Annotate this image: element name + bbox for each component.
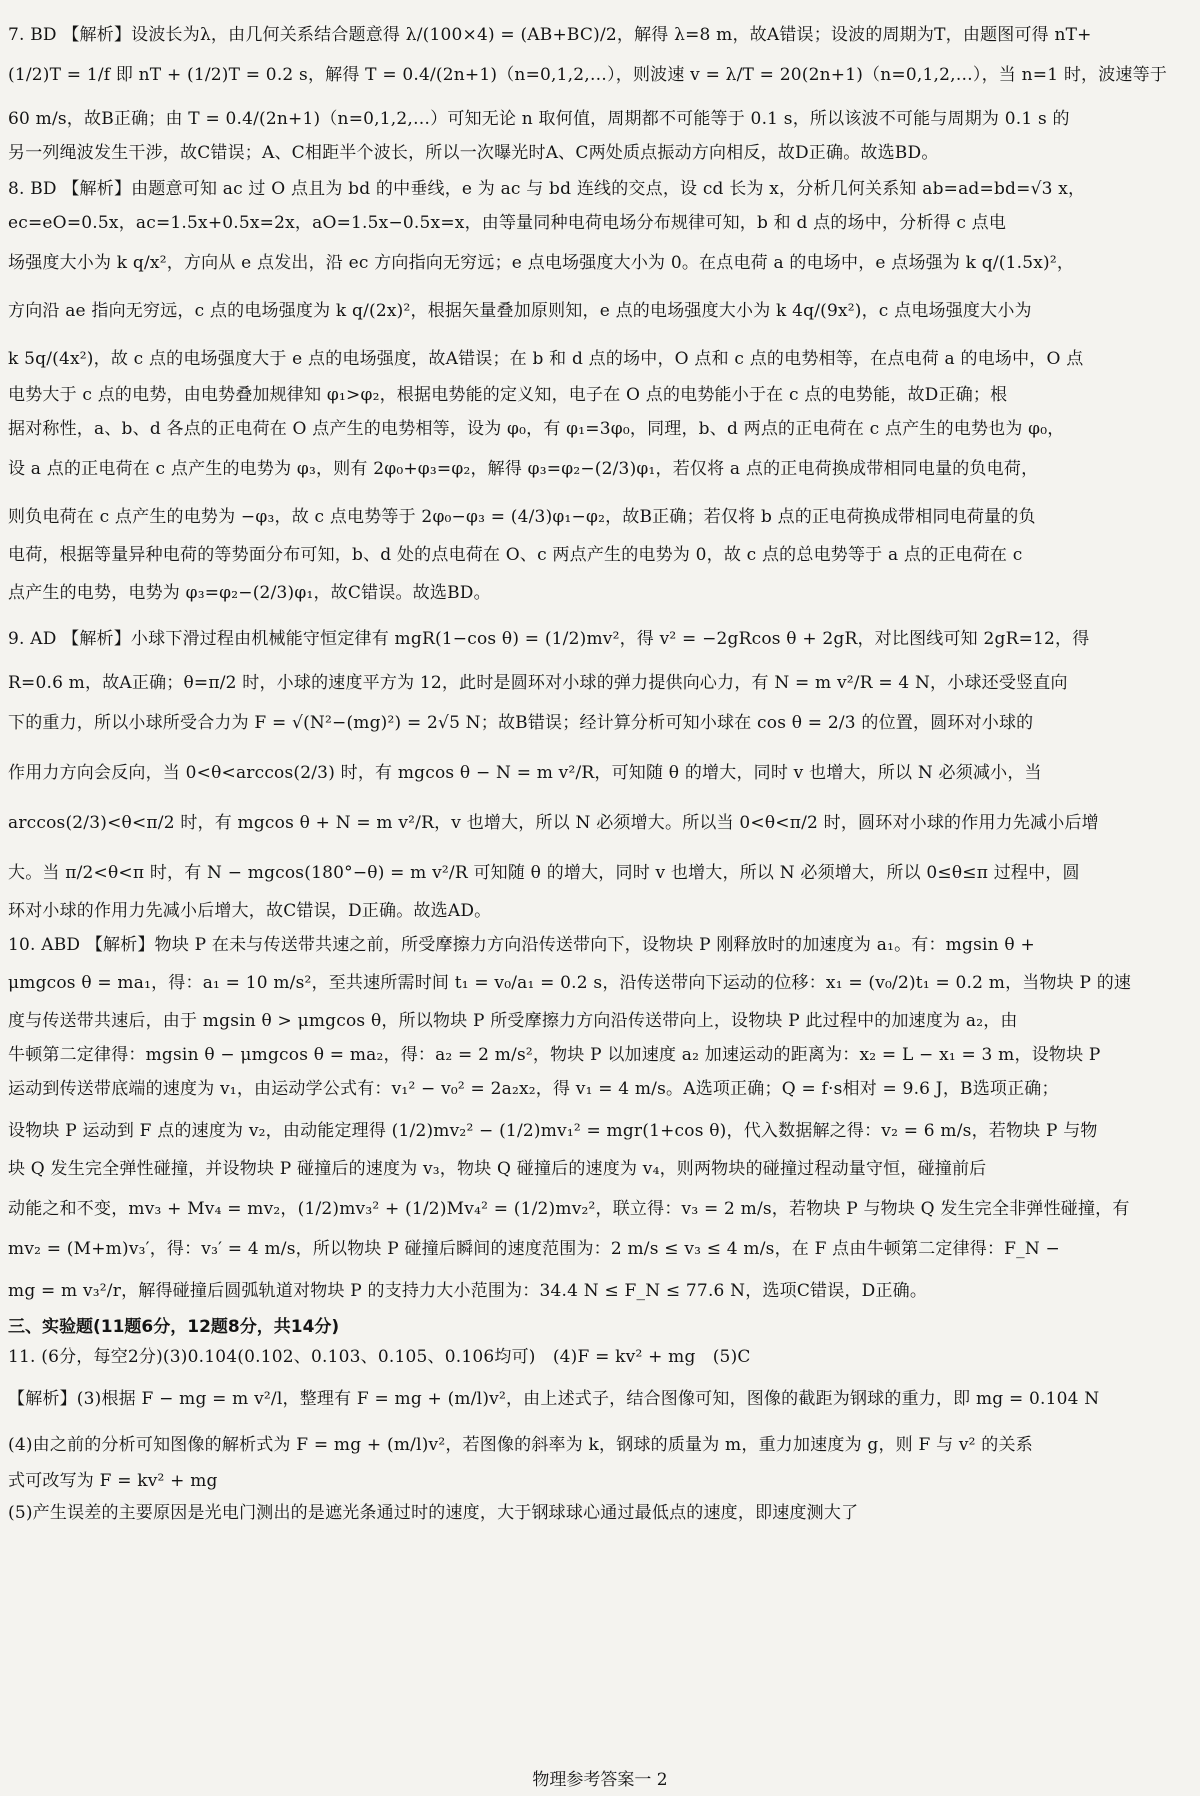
answer-line: 10. ABD 【解析】物块 P 在未与传送带共速之前，所受摩擦力方向沿传送带向下，设物块 P 刚释放时的加速度为 a₁。有：mgsin θ + bbox=[8, 935, 1035, 955]
answer-line: 作用力方向会反向，当 0<θ<arccos(2/3) 时，有 mgcos θ − N = m v²/R，可知随 θ 的增大，同时 v 也增大，所以 N 必须减小，当 bbox=[8, 763, 1042, 783]
answer-line: 则负电荷在 c 点产生的电势为 −φ₃，故 c 点电势等于 2φ₀−φ₃ = (4/3)φ₁−φ₂，故B正确；若仅将 b 点的正电荷换成带相同电荷量的负 bbox=[8, 507, 1036, 527]
answer-q7 bbox=[8, 24, 1190, 164]
answer-q8 bbox=[8, 178, 1190, 604]
answer-line: 电势大于 c 点的电势，由电势叠加规律知 φ₁>φ₂，根据电势能的定义知，电子在 O 点的电势能小于在 c 点的电势能，故D正确；根 bbox=[8, 385, 1008, 405]
answer-line: 大。当 π/2<θ<π 时，有 N − mgcos(180°−θ) = m v²/R 可知随 θ 的增大，同时 v 也增大，所以 N 必须增大，所以 0≤θ≤π 过程中，圆 bbox=[8, 863, 1080, 883]
answer-line: arccos(2/3)<θ<π/2 时，有 mgcos θ + N = m v²/R，v 也增大，所以 N 必须增大。所以当 0<θ<π/2 时，圆环对小球的作用力先减小后增 bbox=[8, 813, 1099, 833]
answer-line: (1/2)T = 1/f 即 nT + (1/2)T = 0.2 s，解得 T = 0.4/(2n+1)（n=0,1,2,…），则波速 v = λ/T = 20(2n+1)（n=0,1,2,…），当 n=1 时，波速等于 bbox=[8, 65, 1168, 85]
answer-line: 7. BD 【解析】设波长为λ，由几何关系结合题意得 λ/(100×4) = (AB+BC)/2，解得 λ=8 m，故A错误；设波的周期为T，由题图可得 nT+ bbox=[8, 25, 1092, 45]
answer-q10 bbox=[8, 934, 1190, 1302]
answer-q11 bbox=[8, 1346, 1190, 1524]
answer-line: 式可改写为 F = kv² + mg bbox=[8, 1471, 218, 1491]
answer-line: 下的重力，所以小球所受合力为 F = √(N²−(mg)²) = 2√5 N；故B错误；经计算分析可知小球在 cos θ = 2/3 的位置，圆环对小球的 bbox=[8, 713, 1034, 733]
section-heading: 三、实验题(11题6分，12题8分，共14分) bbox=[8, 1317, 340, 1337]
answer-line: 运动到传送带底端的速度为 v₁，由运动学公式有：v₁² − v₀² = 2a₂x₂，得 v₁ = 4 m/s。A选项正确；Q = f·s相对 = 9.6 J，B选项正确； bbox=[8, 1079, 1059, 1099]
answer-line: 场强度大小为 k q/x²，方向从 e 点发出，沿 ec 方向指向无穷远；e 点电场强度大小为 0。在点电荷 a 的电场中，e 点场强为 k q/(1.5x)²， bbox=[8, 253, 1075, 273]
answer-line: 9. AD 【解析】小球下滑过程由机械能守恒定律有 mgR(1−cos θ) = (1/2)mv²，得 v² = −2gRcos θ + 2gR，对比图线可知 2gR=12，得 bbox=[8, 629, 1090, 649]
answer-line: mv₂ = (M+m)v₃′，得：v₃′ = 4 m/s，所以物块 P 碰撞后瞬间的速度范围为：2 m/s ≤ v₃ ≤ 4 m/s，在 F 点由牛顿第二定律得：F_N − bbox=[8, 1239, 1060, 1259]
answer-line: 另一列绳波发生干涉，故C错误；A、C相距半个波长，所以一次曝光时A、C两处质点振动方向相反，故D正确。故选BD。 bbox=[8, 143, 939, 163]
answer-line: 设物块 P 运动到 F 点的速度为 v₂，由动能定理得 (1/2)mv₂² − (1/2)mv₁² = mgr(1+cos θ)，代入数据解之得：v₂ = 6 m/s，若物块 P 与物 bbox=[8, 1121, 1098, 1141]
answer-line: 方向沿 ae 指向无穷远，c 点的电场强度为 k q/(2x)²，根据矢量叠加原则知，e 点的电场强度大小为 k 4q/(9x²)，c 点电场强度大小为 bbox=[8, 301, 1032, 321]
answer-line: 点产生的电势，电势为 φ₃=φ₂−(2/3)φ₁，故C错误。故选BD。 bbox=[8, 583, 491, 603]
answer-line: ec=eO=0.5x，ac=1.5x+0.5x=2x，aO=1.5x−0.5x=x，由等量同种电荷电场分布规律可知，b 和 d 点的场中，分析得 c 点电 bbox=[8, 213, 1007, 233]
page-footer: 物理参考答案一 2 bbox=[532, 1770, 668, 1790]
answer-line: 8. BD 【解析】由题意可知 ac 过 O 点且为 bd 的中垂线，e 为 ac 与 bd 连线的交点，设 cd 长为 x，分析几何关系知 ab=ad=bd=√3 x， bbox=[8, 179, 1086, 199]
answer-line: 据对称性，a、b、d 各点的正电荷在 O 点产生的电势相等，设为 φ₀，有 φ₁=3φ₀，同理，b、d 两点的正电荷在 c 点产生的电势也为 φ₀， bbox=[8, 419, 1065, 439]
answer-line: mg = m v₃²/r，解得碰撞后圆弧轨道对物块 P 的支持力大小范围为：34.4 N ≤ F_N ≤ 77.6 N，选项C错误，D正确。 bbox=[8, 1281, 928, 1301]
answer-line: 环对小球的作用力先减小后增大，故C错误，D正确。故选AD。 bbox=[8, 901, 492, 921]
answer-line: k 5q/(4x²)，故 c 点的电场强度大于 e 点的电场强度，故A错误；在 b 和 d 点的场中，O 点和 c 点的电势相等，在点电荷 a 的电场中，O 点 bbox=[8, 349, 1084, 369]
answer-line: 电荷，根据等量异种电荷的等势面分布可知，b、d 处的点电荷在 O、c 两点产生的电势为 0，故 c 点的总电势等于 a 点的正电荷在 c bbox=[8, 545, 1023, 565]
answer-line: (4)由之前的分析可知图像的解析式为 F = mg + (m/l)v²，若图像的斜率为 k，钢球的质量为 m，重力加速度为 g，则 F 与 v² 的关系 bbox=[8, 1435, 1033, 1455]
answer-line: 动能之和不变，mv₃ + Mv₄ = mv₂，(1/2)mv₃² + (1/2)Mv₄² = (1/2)mv₂²，联立得：v₃ = 2 m/s，若物块 P 与物块 Q 发生完全非弹性碰撞，有 bbox=[8, 1199, 1130, 1219]
answer-line: 块 Q 发生完全弹性碰撞，并设物块 P 碰撞后的速度为 v₃，物块 Q 碰撞后的速度为 v₄，则两物块的碰撞过程动量守恒，碰撞前后 bbox=[8, 1159, 987, 1179]
answer-line: 60 m/s，故B正确；由 T = 0.4/(2n+1)（n=0,1,2,…）可知无论 n 取何值，周期都不可能等于 0.1 s，所以该波不可能与周期为 0.1 s 的 bbox=[8, 109, 1070, 129]
answer-q9 bbox=[8, 628, 1190, 922]
answer-line: R=0.6 m，故A正确；θ=π/2 时，小球的速度平方为 12，此时是圆环对小球的弹力提供向心力，有 N = m v²/R = 4 N，小球还受竖直向 bbox=[8, 673, 1068, 693]
answer-line: μmgcos θ = ma₁，得：a₁ = 10 m/s²，至共速所需时间 t₁ = v₀/a₁ = 0.2 s，沿传送带向下运动的位移：x₁ = (v₀/2)t₁ = 0.2 m，当物块 P 的速 bbox=[8, 973, 1132, 993]
answer-line: 设 a 点的正电荷在 c 点产生的电势为 φ₃，则有 2φ₀+φ₃=φ₂，解得 φ₃=φ₂−(2/3)φ₁，若仅将 a 点的正电荷换成带相同电量的负电荷， bbox=[8, 459, 1039, 479]
answer-line: 11. (6分，每空2分)(3)0.104(0.102、0.103、0.105、0.106均可) (4)F = kv² + mg (5)C bbox=[8, 1347, 751, 1367]
answer-line: 牛顿第二定律得：mgsin θ − μmgcos θ = ma₂，得：a₂ = 2 m/s²，物块 P 以加速度 a₂ 加速运动的距离为：x₂ = L − x₁ = 3 m，设物块 P bbox=[8, 1045, 1101, 1065]
answer-line: 度与传送带共速后，由于 mgsin θ > μmgcos θ，所以物块 P 所受摩擦力方向沿传送带向上，设物块 P 此过程中的加速度为 a₂，由 bbox=[8, 1011, 1018, 1031]
answer-line: 【解析】(3)根据 F − mg = m v²/l，整理有 F = mg + (m/l)v²，由上述式子，结合图像可知，图像的截距为钢球的重力，即 mg = 0.104 N bbox=[8, 1389, 1100, 1409]
answer-line: (5)产生误差的主要原因是光电门测出的是遮光条通过时的速度，大于钢球球心通过最低点的速度，即速度测大了 bbox=[8, 1503, 859, 1523]
